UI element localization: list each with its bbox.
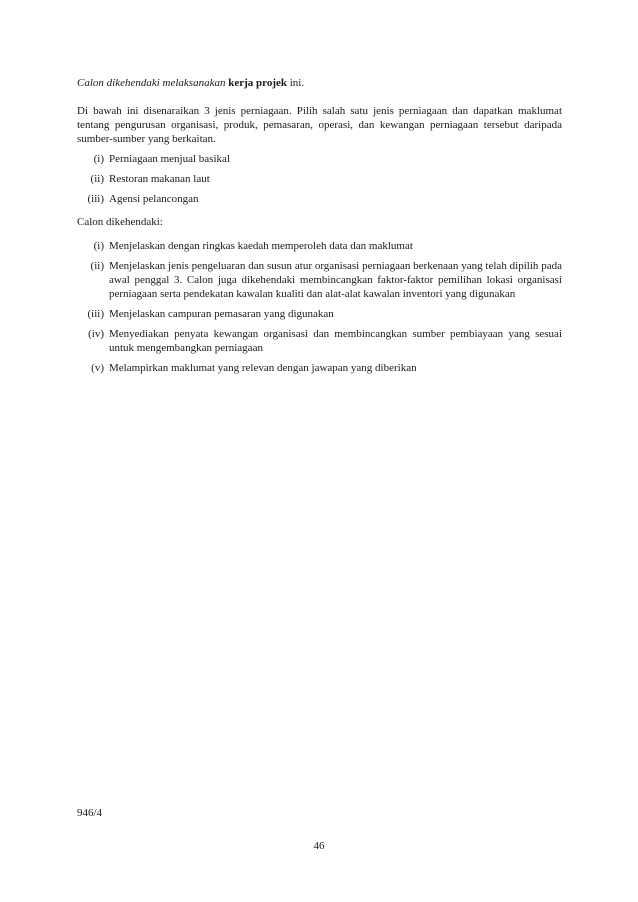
intro-tail-text: ini.	[286, 77, 305, 89]
business-types-list	[77, 152, 562, 212]
list-item-text: Menyediakan penyata kewangan organisasi dan membincangkan sumber pembiayaan yang sesuai untuk mengembangkan perniagaan	[109, 328, 562, 354]
list-item-number: (iv)	[88, 328, 104, 340]
list-item	[77, 192, 562, 206]
list-item	[77, 259, 562, 301]
list-item	[77, 361, 562, 375]
intro-bold-text: kerja projek	[228, 77, 287, 89]
requirements-heading: Calon dikehendaki:	[77, 216, 163, 228]
list-item	[77, 152, 562, 166]
list-item	[77, 239, 562, 253]
requirements-list	[77, 239, 562, 381]
list-item-text: Menjelaskan dengan ringkas kaedah memperoleh data dan maklumat	[109, 240, 413, 252]
list-item-text: Menjelaskan jenis pengeluaran dan susun atur organisasi perniagaan berkenaan yang telah dipilih pada awal penggal 3. Calon juga dikehendaki membincangkan faktor-faktor pemilihan lokasi organisasi perniagaan serta pendekatan kawalan kualiti dan alat-alat kawalan inventori yang digunakan	[109, 260, 562, 300]
list-item-number: (i)	[93, 153, 104, 165]
list-item-number: (iii)	[87, 308, 104, 320]
list-item	[77, 172, 562, 186]
list-item-text: Agensi pelancongan	[109, 193, 199, 205]
list-item-text: Restoran makanan laut	[109, 173, 210, 185]
list-item	[77, 327, 562, 355]
intro-italic-text: Calon dikehendaki melaksanakan	[77, 77, 226, 89]
list-item-number: (v)	[91, 362, 104, 374]
list-item-number: (ii)	[90, 173, 104, 185]
intro-line	[77, 76, 562, 90]
list-item-text: Menjelaskan campuran pemasaran yang digunakan	[109, 308, 334, 320]
list-item-text: Melampirkan maklumat yang relevan dengan jawapan yang diberikan	[109, 362, 417, 374]
instruction-paragraph: Di bawah ini disenaraikan 3 jenis perniagaan. Pilih salah satu jenis perniagaan dan dapatkan maklumat tentang pengurusan organisasi, produk, pemasaran, operasi, dan kewangan perniagaan tersebut daripada sumber-sumber yang berkaitan.	[77, 105, 562, 145]
page-number: 46	[313, 840, 325, 852]
list-item	[77, 307, 562, 321]
list-item-text: Perniagaan menjual basikal	[109, 153, 230, 165]
list-item-number: (i)	[93, 240, 104, 252]
paper-code: 946/4	[77, 807, 103, 819]
list-item-number: (iii)	[87, 193, 104, 205]
list-item-number: (ii)	[90, 260, 104, 272]
